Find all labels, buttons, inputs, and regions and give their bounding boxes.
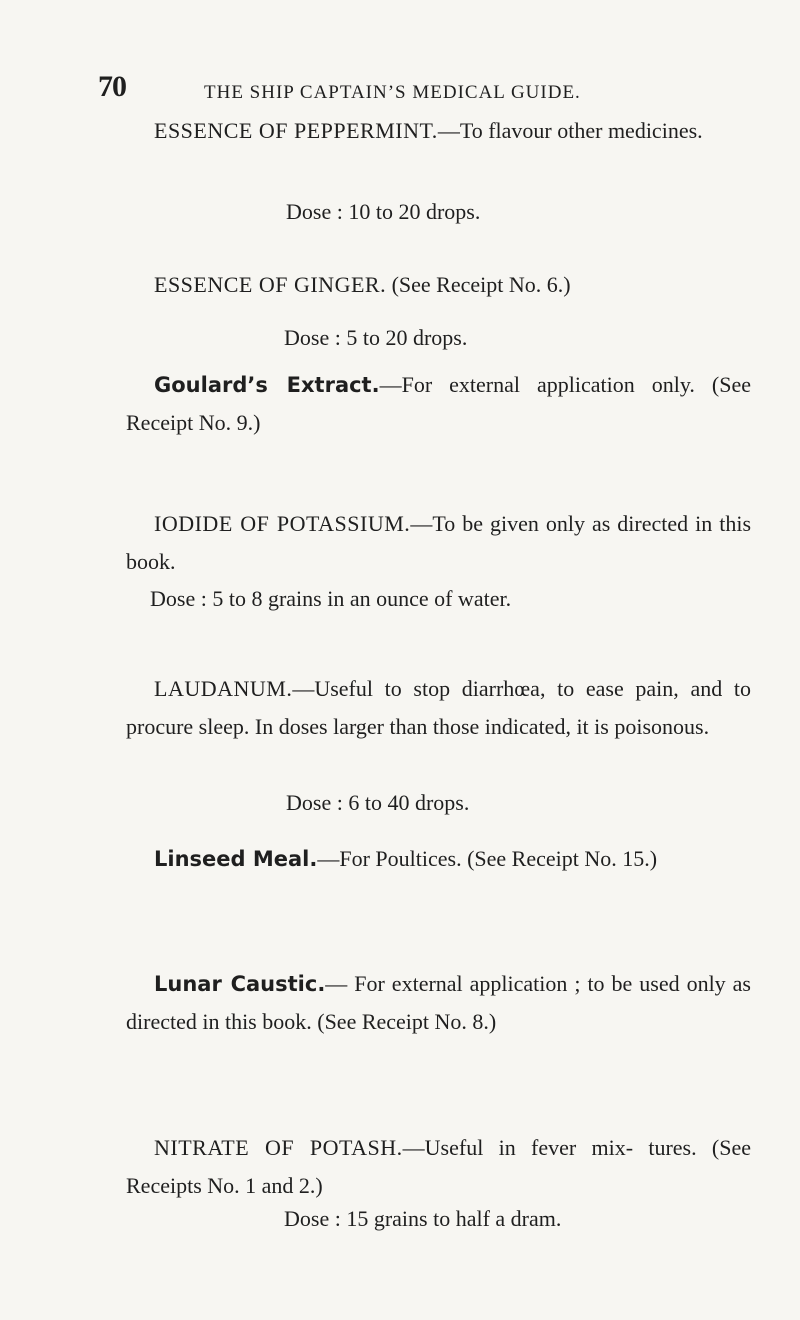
dose-ginger: Dose : 5 to 20 drops.: [284, 325, 468, 350]
page-header: [98, 70, 758, 110]
entry-heading: Lunar Caustic.: [154, 972, 326, 996]
entry-heading: ESSENCE OF GINGER.: [154, 272, 387, 297]
entry-body: — For external application ; to be used only as directed in this book. (See Receipt No. 8.): [126, 971, 751, 1034]
entry-laudanum: [126, 670, 751, 746]
entry-heading: IODIDE OF POTASSIUM.: [154, 511, 411, 536]
entry-linseed-meal: [126, 840, 751, 878]
entry-body: —To be given only as directed in this book.: [126, 511, 752, 574]
entry-ginger: [126, 266, 751, 304]
entry-heading: Goulard’s Extract.: [154, 373, 380, 397]
entry-lunar-caustic: [126, 965, 751, 1041]
entry-heading: NITRATE OF POTASH.: [154, 1135, 403, 1160]
entry-body: —Useful in fever mix- tures. (See Receipts No. 1 and 2.): [126, 1135, 751, 1198]
running-title: THE SHIP CAPTAIN’S MEDICAL GUIDE.: [204, 82, 581, 103]
entry-goulards-extract: [126, 366, 751, 442]
entry-heading: ESSENCE OF PEPPERMINT.: [154, 118, 438, 143]
entry-body: (See Receipt No. 6.): [386, 272, 571, 297]
entry-iodide-of-potassium: [126, 505, 751, 581]
entry-heading: LAUDANUM.: [154, 676, 293, 701]
page-number: 70: [98, 70, 126, 103]
entry-body: —To flavour other medicines.: [437, 118, 703, 143]
entry-body: —Useful to stop diarrhœa, to ease pain, and to procure sleep. In doses larger than those indicated, it is poisonous.: [126, 676, 751, 739]
entry-peppermint: [126, 112, 751, 150]
entry-body: —For Poultices. (See Receipt No. 15.): [317, 846, 658, 871]
entry-body: —For external application only. (See Receipt No. 9.): [126, 372, 751, 435]
dose-iodide-of-potassium: Dose : 5 to 8 grains in an ounce of water.: [150, 586, 512, 611]
entry-heading: Linseed Meal.: [154, 847, 318, 871]
entry-nitrate-of-potash: [126, 1129, 751, 1205]
dose-laudanum: Dose : 6 to 40 drops.: [286, 790, 470, 815]
dose-peppermint: Dose : 10 to 20 drops.: [286, 199, 481, 224]
dose-nitrate-of-potash: Dose : 15 grains to half a dram.: [284, 1206, 562, 1231]
